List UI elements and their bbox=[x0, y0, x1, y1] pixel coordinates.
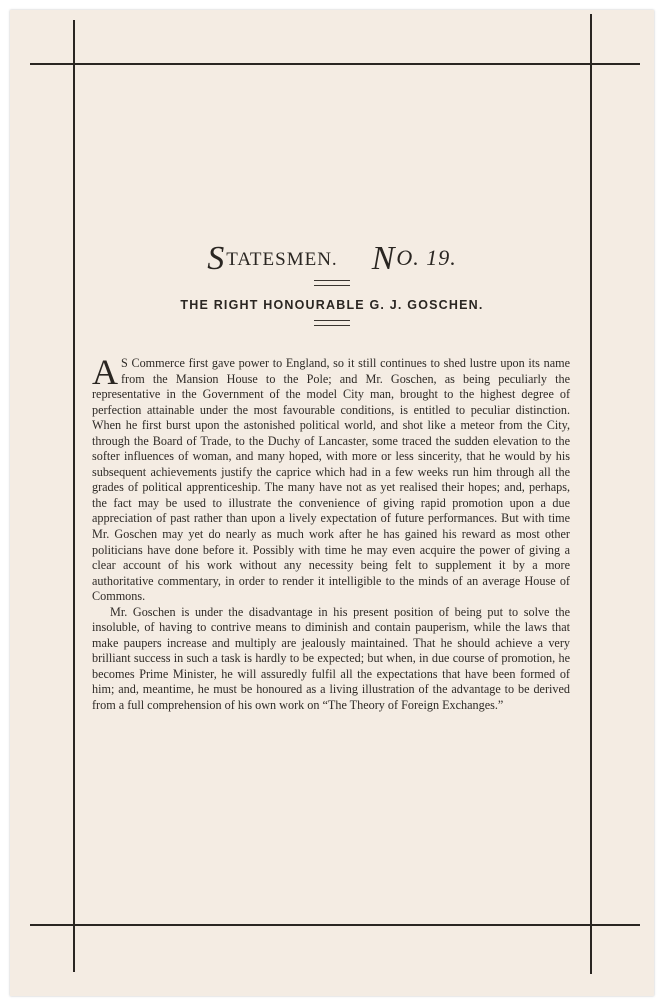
frame-rule-top bbox=[30, 63, 640, 65]
paragraph: Mr. Goschen is under the disadvantage in his present position of being put to solve the insoluble, of having to contrive means to diminish and contain pauperism, while the laws that make paupers increase and multiply are jealously maintained. That he should achieve a very brilliant success in such a task is hardly to be expected; but when, in due course of promotion, he becomes Prime Minister, he will assuredly fulfil all the expectations that have been formed of him; and, meantime, he must be honoured as a living illustration of the advantage to be derived from a full comprehension of his own work on “The Theory of Foreign Exchanges.” bbox=[92, 604, 570, 713]
series-heading bbox=[0, 240, 664, 276]
article-title: THE RIGHT HONOURABLE G. J. GOSCHEN. bbox=[180, 298, 484, 312]
double-rule-divider bbox=[314, 280, 350, 286]
double-rule-divider-lower bbox=[314, 320, 350, 326]
article-header bbox=[0, 240, 664, 326]
article-body bbox=[92, 352, 570, 714]
drop-cap: A bbox=[92, 352, 118, 392]
series-label: TATESMEN. bbox=[226, 249, 338, 270]
frame-rule-left bbox=[73, 20, 75, 972]
paragraph bbox=[92, 352, 570, 605]
paragraph-text: S Commerce first gave power to England, so it still continues to shed lustre upon its name from the Mansion House to the Pole; and Mr. Goschen, as being peculiarly the representative in the Government of the model City man, brought to the highest degree of perfection attainable under the most favourable conditions, is entitled to peculiar distinction. When he first burst upon the astonished political world, and shot like a meteor from the City, through the Board of Trade, to the Duchy of Lancaster, some traced the sudden elevation to the softer influences of woman, and many hoped, with more or less sincerity, that he would by his subsequent achievements justify the caprice which had in a few weeks run him through all the grades of political apprenticeship. The many have not as yet realised their hopes; and, perhaps, the fact may be used to illustrate the convenience of giving rapid promotion upon a due appreciation of past rather than upon a lively expectation of future performances. But with time Mr. Goschen may yet do nearly as much work after he has gained his reward as most other politicians have done before it. Possibly with time he may even acquire the power of giving a clear account of his work without any necessity being felt to supplement it by a more authoritative commentary, in order to render it intelligible to the minds of an average House of Commons. bbox=[92, 356, 570, 604]
series-initial: S bbox=[207, 240, 226, 277]
frame-rule-right bbox=[590, 14, 592, 974]
issue-number: O. 19. bbox=[396, 245, 457, 270]
frame-rule-bottom bbox=[30, 924, 640, 926]
number-initial: N bbox=[371, 240, 396, 277]
